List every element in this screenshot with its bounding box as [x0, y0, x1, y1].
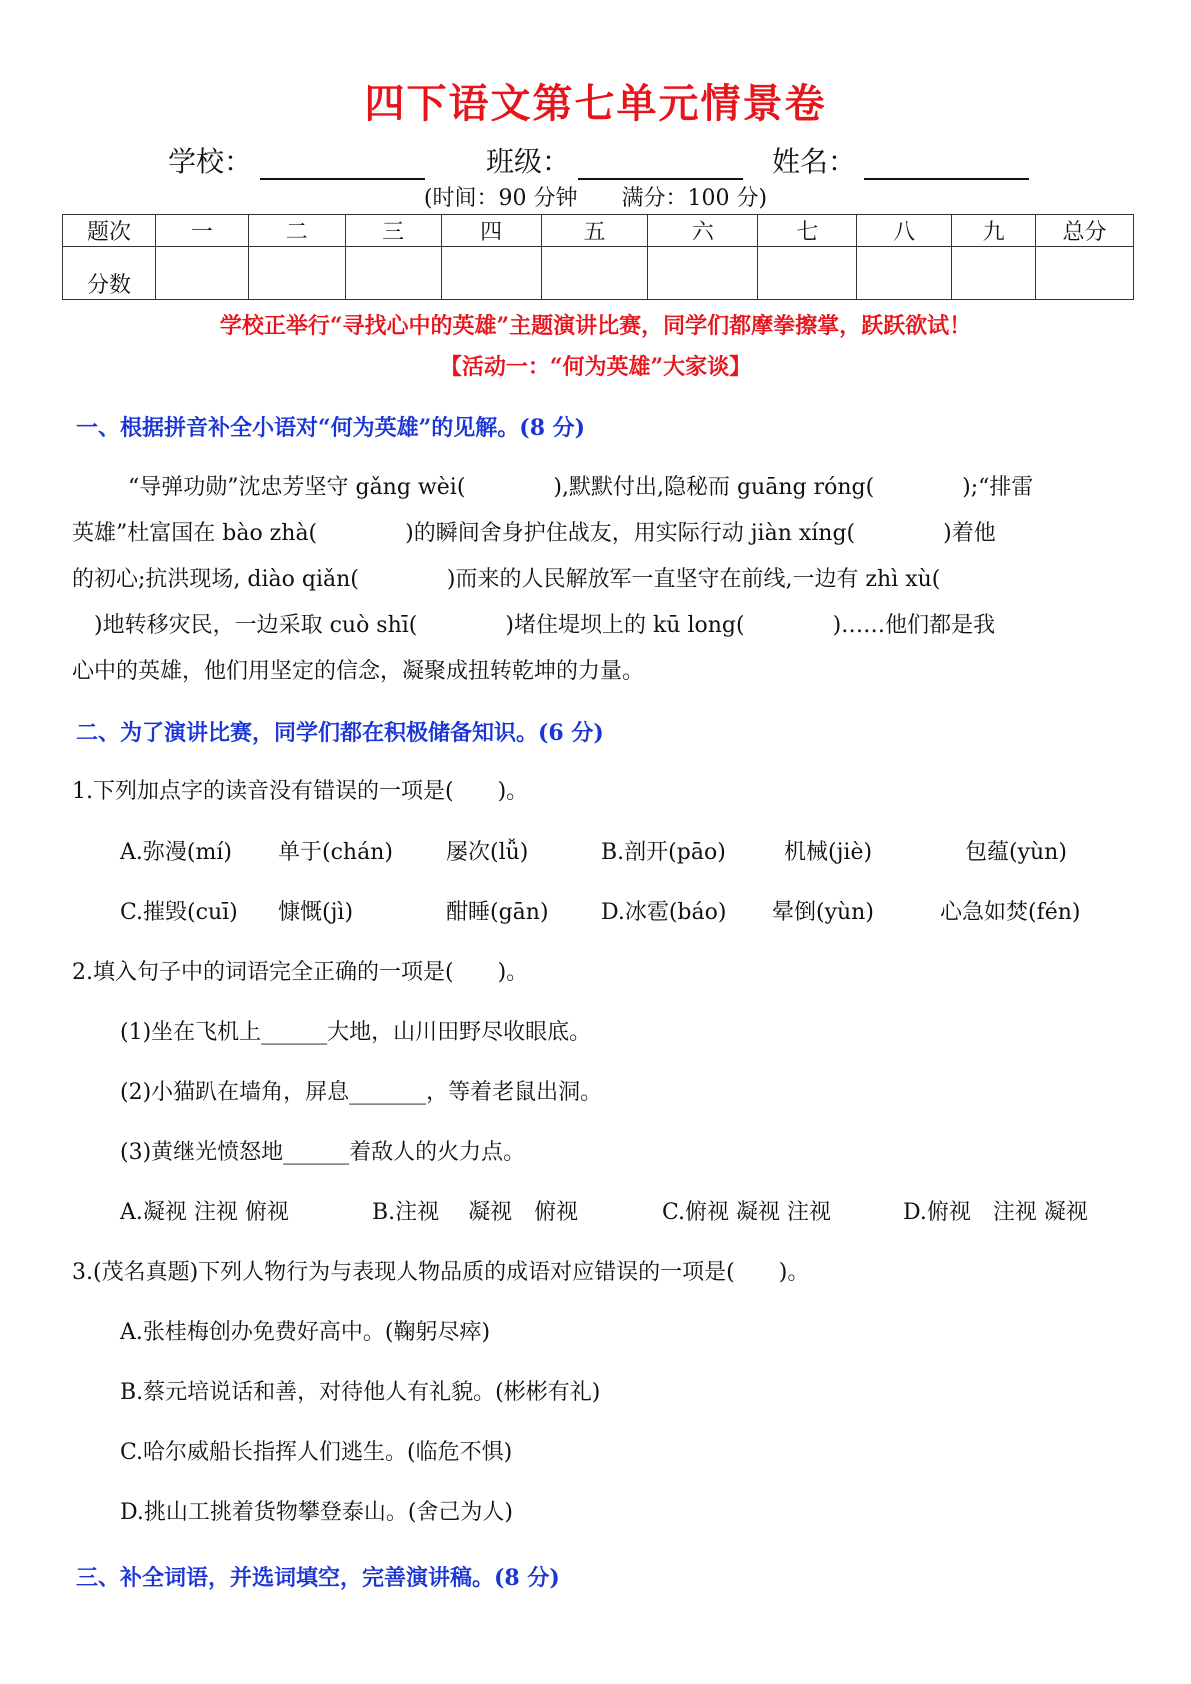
header-cell: 总分: [1036, 215, 1134, 247]
score-table-header: [63, 215, 1134, 247]
name-field: [772, 140, 1029, 180]
score-cell[interactable]: [648, 247, 758, 300]
header-cell: 五: [541, 215, 648, 247]
q3-option: C.哈尔威船长指挥人们逃生。(临危不惧): [120, 1440, 513, 1465]
q1-option: A.弥漫(mí): [120, 840, 232, 865]
score-row: [63, 247, 1134, 300]
score-cell[interactable]: [541, 247, 648, 300]
score-table: [62, 214, 1134, 300]
q1-option: D.冰雹(báo): [601, 900, 727, 925]
q1-option: 机械(jiè): [784, 840, 873, 865]
score-cell[interactable]: [155, 247, 248, 300]
name-label: 姓名：: [772, 145, 857, 178]
q1-option: 酣睡(gān): [446, 900, 549, 925]
school-label: 学校：: [168, 145, 253, 178]
paragraph-line: “导弹功勋”沈忠芳坚守 gǎng wèi( ),默默付出,隐秘而 guāng róng( );“排雷: [128, 475, 1034, 500]
q2-option: B.注视 凝视 俯视: [372, 1200, 579, 1225]
time-score-info: (时间：90 分钟 满分：100 分): [423, 186, 768, 211]
class-field: [486, 140, 743, 180]
header-cell: 一: [155, 215, 248, 247]
q3-option: B.蔡元培说话和善，对待他人有礼貌。(彬彬有礼): [120, 1380, 601, 1405]
q1-option: 包蕴(yùn): [965, 840, 1067, 865]
q1-option: 屡次(lǚ): [446, 840, 529, 865]
header-cell: 题次: [63, 215, 156, 247]
header-cell: 六: [648, 215, 758, 247]
q1-option: 慷慨(jì): [278, 900, 354, 925]
header-cell: 九: [952, 215, 1036, 247]
paragraph-line: )地转移灾民，一边采取 cuò shī( )堵住堤坝上的 kū long( )……他们都是我: [72, 613, 996, 638]
score-cell[interactable]: [441, 247, 541, 300]
score-cell[interactable]: [248, 247, 345, 300]
q2-item: (3)黄继光愤怒地______着敌人的火力点。: [120, 1140, 526, 1165]
question-1: 1.下列加点字的读音没有错误的一项是( )。: [72, 779, 529, 804]
q1-option: 心急如焚(fén): [940, 900, 1081, 925]
school-blank[interactable]: [260, 150, 425, 180]
activity-heading: 【活动一：“何为英雄”大家谈】: [439, 354, 752, 380]
question-3: 3.(茂名真题)下列人物行为与表现人物品质的成语对应错误的一项是( )。: [72, 1260, 810, 1285]
intro-text: 学校正举行“寻找心中的英雄”主题演讲比赛，同学们都摩拳擦掌，跃跃欲试！: [219, 313, 972, 339]
paragraph-line: 的初心;抗洪现场, diào qiǎn( )而来的人民解放军一直坚守在前线,一边有 zhì xù(: [72, 567, 941, 592]
q2-item: (1)坐在飞机上______大地，山川田野尽收眼底。: [120, 1020, 592, 1045]
score-cell[interactable]: [952, 247, 1036, 300]
section-2-heading: 二、为了演讲比赛，同学们都在积极储备知识。(6 分): [76, 720, 604, 746]
header-cell: 七: [758, 215, 857, 247]
header-cell: 二: [248, 215, 345, 247]
score-cell[interactable]: [345, 247, 441, 300]
header-cell: 八: [857, 215, 952, 247]
q2-option: A.凝视 注视 俯视: [120, 1200, 289, 1225]
header-cell: 三: [345, 215, 441, 247]
q2-item: (2)小猫趴在墙角，屏息_______，等着老鼠出洞。: [120, 1080, 603, 1105]
q3-option: D.挑山工挑着货物攀登泰山。(舍己为人): [120, 1500, 514, 1525]
q2-option: D.俯视 注视 凝视: [903, 1200, 1088, 1225]
q1-option: B.剖开(pāo): [601, 840, 726, 865]
paragraph-line: 英雄”杜富国在 bào zhà( )的瞬间舍身护住战友，用实际行动 jiàn xíng( )着他: [72, 521, 996, 546]
class-label: 班级：: [486, 145, 571, 178]
q1-option: C.摧毁(cuī): [120, 900, 238, 925]
q1-option: 晕倒(yùn): [772, 900, 874, 925]
header-cell: 四: [441, 215, 541, 247]
q1-option: 单于(chán): [278, 840, 393, 865]
class-blank[interactable]: [578, 150, 743, 180]
score-cell[interactable]: [1036, 247, 1134, 300]
score-cell[interactable]: [758, 247, 857, 300]
section-3-heading: 三、补全词语，并选词填空，完善演讲稿。(8 分): [76, 1565, 560, 1591]
page-title: 四下语文第七单元情景卷: [364, 80, 827, 127]
q2-option: C.俯视 凝视 注视: [662, 1200, 832, 1225]
name-blank[interactable]: [864, 150, 1029, 180]
paragraph-line: 心中的英雄，他们用坚定的信念，凝聚成扭转乾坤的力量。: [72, 659, 645, 684]
score-cell[interactable]: [857, 247, 952, 300]
school-field: [168, 140, 425, 180]
score-row-label: 分数: [63, 247, 156, 300]
section-1-heading: 一、根据拼音补全小语对“何为英雄”的见解。(8 分): [76, 415, 586, 441]
q3-option: A.张桂梅创办免费好高中。(鞠躬尽瘁): [120, 1320, 491, 1345]
question-2: 2.填入句子中的词语完全正确的一项是( )。: [72, 960, 529, 985]
